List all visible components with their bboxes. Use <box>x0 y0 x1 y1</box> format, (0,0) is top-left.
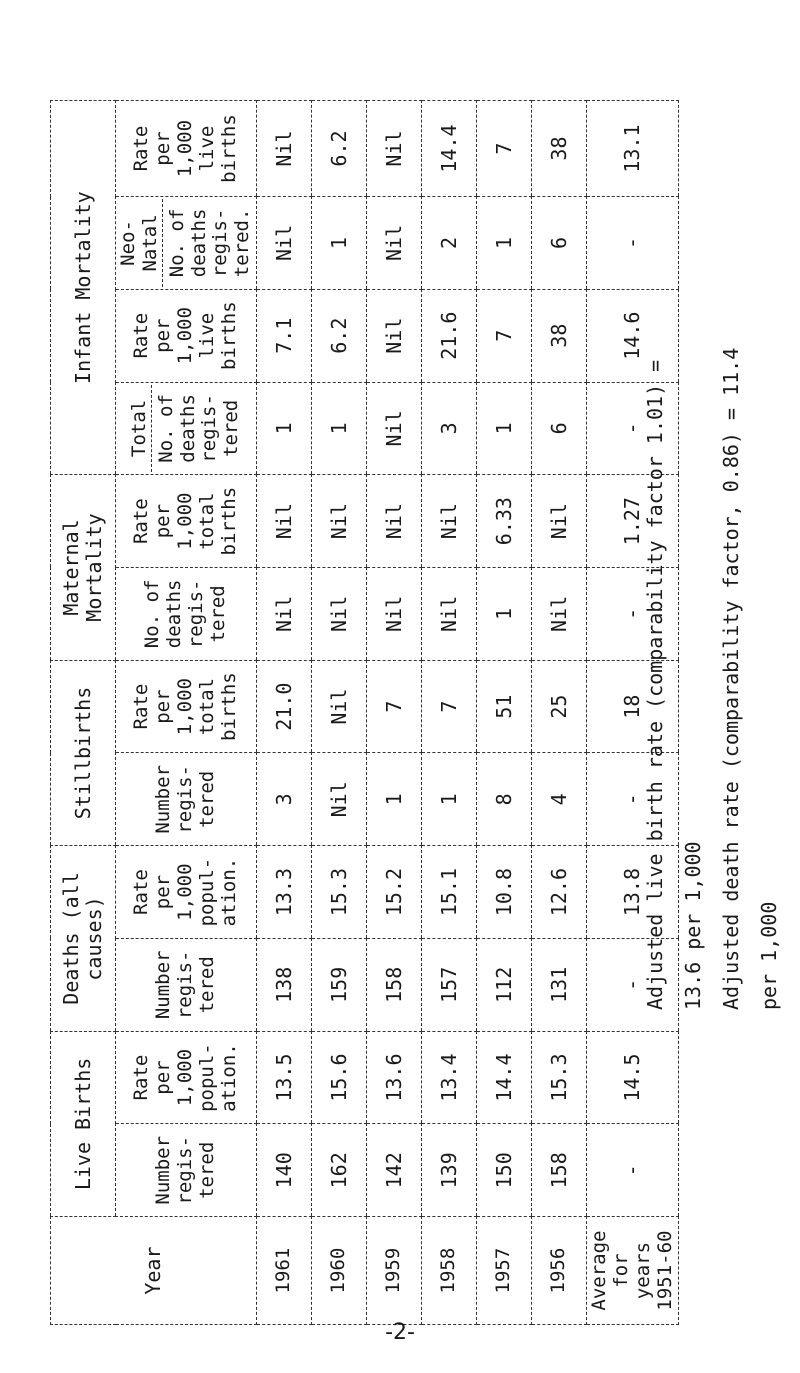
cell-nn-n: - <box>587 197 679 290</box>
it-number-label: No. of deaths regis-tered <box>154 394 243 463</box>
cell-mm-n: Nil <box>422 568 477 661</box>
cell-sb-r: 7 <box>422 660 477 753</box>
table-row <box>532 101 587 1325</box>
cell-mm-r: Nil <box>257 475 312 568</box>
cell-year: Average for years 1951-60 <box>587 1217 679 1325</box>
cell-sb-r: 51 <box>477 660 532 753</box>
mm-rate-header: Rate per 1,000 total births <box>116 475 257 568</box>
cell-it-r: 14.6 <box>587 289 679 382</box>
cell-lb-n: 158 <box>532 1124 587 1217</box>
deaths-header: Deaths (all causes) <box>51 846 116 1031</box>
cell-lb-r: 15.3 <box>532 1031 587 1124</box>
cell-nn-r: 6.2 <box>312 101 367 197</box>
cell-mm-r: Nil <box>367 475 422 568</box>
cell-lb-n: 140 <box>257 1124 312 1217</box>
cell-d-n: 158 <box>367 938 422 1031</box>
infant-total-label: Total <box>129 385 152 473</box>
lb-number-header: Number regis-tered <box>116 1124 257 1217</box>
cell-sb-n: Nil <box>312 753 367 846</box>
cell-d-r: 15.2 <box>367 846 422 939</box>
cell-mm-r: Nil <box>312 475 367 568</box>
nn-number-header <box>116 197 257 290</box>
stillbirths-header: Stillbirths <box>51 660 116 845</box>
table-body <box>257 101 679 1325</box>
cell-year: 1958 <box>422 1217 477 1325</box>
cell-sb-n: 4 <box>532 753 587 846</box>
adjusted-rates-notes <box>636 310 781 1010</box>
cell-year: 1956 <box>532 1217 587 1325</box>
mm-number-header: No. of deaths regis-tered <box>116 568 257 661</box>
cell-mm-n: - <box>587 568 679 661</box>
lb-rate-header: Rate per 1,000 popul-ation. <box>116 1031 257 1124</box>
cell-d-r: 15.1 <box>422 846 477 939</box>
cell-mm-n: Nil <box>367 568 422 661</box>
cell-it-r: 6.2 <box>312 289 367 382</box>
cell-sb-n: 3 <box>257 753 312 846</box>
cell-lb-n: - <box>587 1124 679 1217</box>
cell-lb-n: 162 <box>312 1124 367 1217</box>
adjusted-death-note: Adjusted death rate (comparability factor, 0.86) = 11.4 per 1,000 <box>719 347 781 1010</box>
cell-sb-r: 7 <box>367 660 422 753</box>
d-rate-header: Rate per 1,000 popul-ation. <box>116 846 257 939</box>
cell-it-r: 38 <box>532 289 587 382</box>
cell-mm-n: Nil <box>312 568 367 661</box>
page-number: -2- <box>385 1320 415 1345</box>
cell-mm-n: 1 <box>477 568 532 661</box>
cell-d-r: 15.3 <box>312 846 367 939</box>
cell-d-r: 12.6 <box>532 846 587 939</box>
cell-mm-n: Nil <box>257 568 312 661</box>
cell-it-n: 6 <box>532 382 587 475</box>
cell-nn-n: 2 <box>422 197 477 290</box>
cell-sb-n: 1 <box>367 753 422 846</box>
cell-nn-r: Nil <box>367 101 422 197</box>
d-number-header: Number regis-tered <box>116 938 257 1031</box>
cell-d-n: - <box>587 938 679 1031</box>
cell-nn-r: 13.1 <box>587 101 679 197</box>
it-rate-header: Rate per 1,000 live births <box>116 289 257 382</box>
cell-it-n: 3 <box>422 382 477 475</box>
cell-nn-n: 1 <box>477 197 532 290</box>
cell-d-n: 112 <box>477 938 532 1031</box>
cell-nn-r: Nil <box>257 101 312 197</box>
cell-sb-r: 25 <box>532 660 587 753</box>
sb-rate-header: Rate per 1,000 total births <box>116 660 257 753</box>
cell-nn-n: Nil <box>367 197 422 290</box>
cell-d-n: 159 <box>312 938 367 1031</box>
infant-mortality-title: Infant Mortality <box>70 191 95 384</box>
cell-d-r: 13.8 <box>587 846 679 939</box>
table-row <box>257 101 312 1325</box>
cell-it-n: 1 <box>312 382 367 475</box>
cell-mm-r: 1.27 <box>587 475 679 568</box>
cell-year: 1960 <box>312 1217 367 1325</box>
cell-it-r: Nil <box>367 289 422 382</box>
cell-sb-n: 8 <box>477 753 532 846</box>
cell-d-n: 157 <box>422 938 477 1031</box>
sb-number-header: Number regis-tered <box>116 753 257 846</box>
maternal-mortality-header: Maternal Mortality <box>51 475 116 660</box>
cell-nn-r: 38 <box>532 101 587 197</box>
nn-rate-header: Rate per 1,000 live births <box>116 101 257 197</box>
infant-mortality-header <box>51 101 116 475</box>
cell-d-r: 10.8 <box>477 846 532 939</box>
cell-it-r: 21.6 <box>422 289 477 382</box>
cell-sb-r: 21.0 <box>257 660 312 753</box>
infant-neonatal-label: Neo-Natal <box>118 199 163 287</box>
cell-sb-r: Nil <box>312 660 367 753</box>
subgroup-header-row <box>116 101 257 1325</box>
cell-sb-n: 1 <box>422 753 477 846</box>
cell-lb-n: 139 <box>422 1124 477 1217</box>
cell-mm-n: Nil <box>532 568 587 661</box>
cell-lb-r: 13.6 <box>367 1031 422 1124</box>
cell-lb-r: 14.5 <box>587 1031 679 1124</box>
nn-number-label: No. of deaths regis-tered. <box>165 208 254 278</box>
table-row <box>422 101 477 1325</box>
cell-it-n: 1 <box>257 382 312 475</box>
cell-nn-r: 7 <box>477 101 532 197</box>
table-row <box>312 101 367 1325</box>
live-births-header: Live Births <box>51 1031 116 1216</box>
cell-nn-n: Nil <box>257 197 312 290</box>
table-row <box>367 101 422 1325</box>
vital-statistics-table <box>50 100 679 1325</box>
cell-nn-n: 1 <box>312 197 367 290</box>
cell-year: 1959 <box>367 1217 422 1325</box>
cell-nn-r: 14.4 <box>422 101 477 197</box>
cell-it-n: - <box>587 382 679 475</box>
cell-lb-r: 15.6 <box>312 1031 367 1124</box>
adjusted-live-birth-note: Adjusted live birth rate (comparability factor 1.01) = 13.6 per 1,000 <box>643 359 705 1010</box>
cell-d-r: 13.3 <box>257 846 312 939</box>
cell-lb-n: 150 <box>477 1124 532 1217</box>
cell-year: 1957 <box>477 1217 532 1325</box>
cell-it-n: Nil <box>367 382 422 475</box>
year-header: Year <box>51 1217 257 1325</box>
cell-it-r: 7.1 <box>257 289 312 382</box>
cell-nn-n: 6 <box>532 197 587 290</box>
cell-lb-r: 14.4 <box>477 1031 532 1124</box>
cell-mm-r: Nil <box>532 475 587 568</box>
cell-mm-r: 6.33 <box>477 475 532 568</box>
cell-sb-r: 18 <box>587 660 679 753</box>
cell-d-n: 131 <box>532 938 587 1031</box>
cell-year: 1961 <box>257 1217 312 1325</box>
group-header-row <box>51 101 116 1325</box>
it-number-header <box>116 382 257 475</box>
cell-mm-r: Nil <box>422 475 477 568</box>
cell-d-n: 138 <box>257 938 312 1031</box>
cell-it-r: 7 <box>477 289 532 382</box>
cell-lb-r: 13.4 <box>422 1031 477 1124</box>
cell-lb-n: 142 <box>367 1124 422 1217</box>
cell-it-n: 1 <box>477 382 532 475</box>
cell-sb-n: - <box>587 753 679 846</box>
table-row <box>477 101 532 1325</box>
cell-lb-r: 13.5 <box>257 1031 312 1124</box>
